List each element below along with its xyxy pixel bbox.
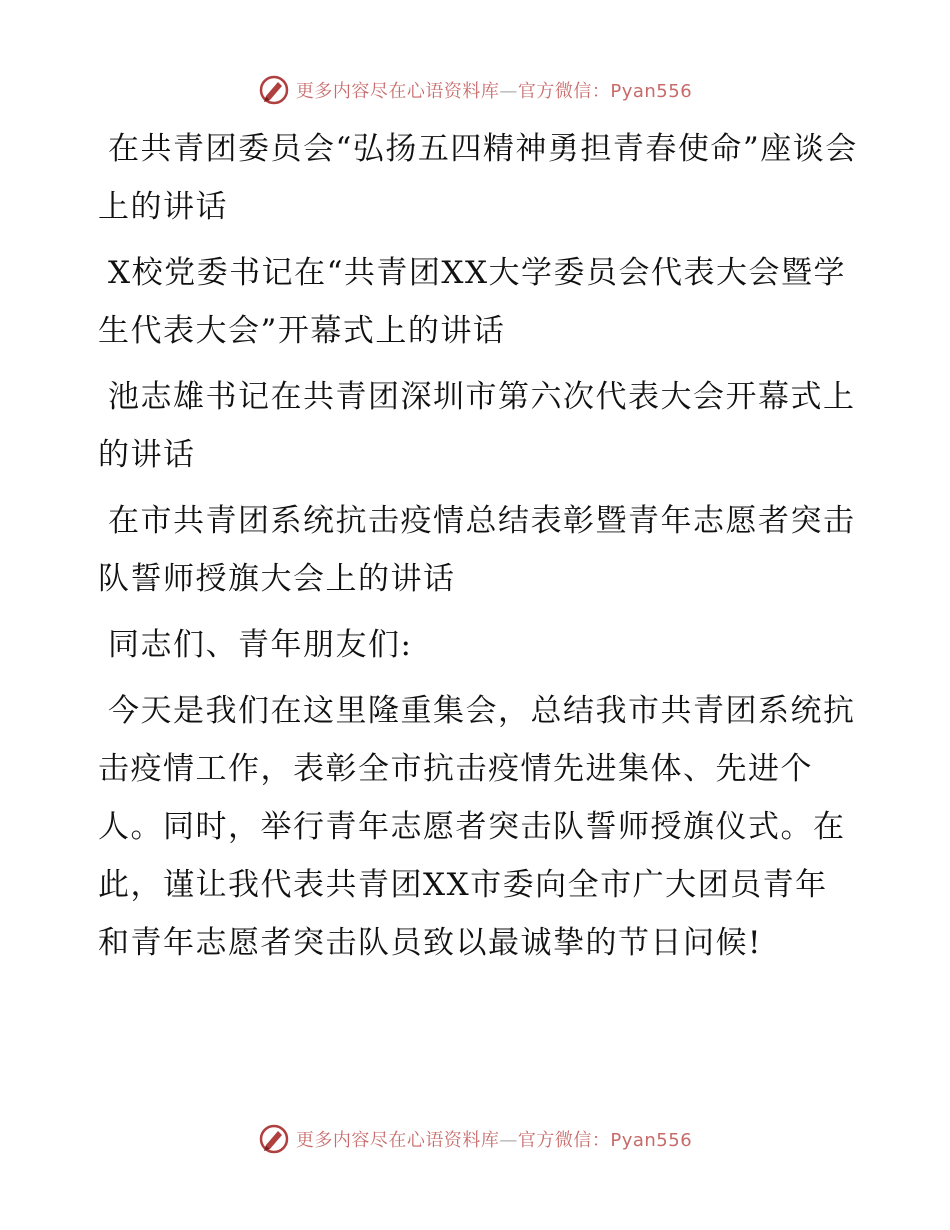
footer-banner	[0, 1119, 950, 1159]
header-banner-right: 官方微信：Pyan556	[517, 81, 693, 102]
footer-banner-right: 官方微信：Pyan556	[517, 1130, 693, 1151]
pen-logo-icon	[258, 74, 290, 106]
pen-logo-icon	[258, 1123, 290, 1155]
footer-banner-left: 更多内容尽在心语资料库	[295, 1130, 500, 1151]
paragraph-title-1: 在共青团委员会“弘扬五四精神勇担青春使命”座谈会上的讲话	[98, 131, 858, 225]
header-banner-text	[296, 77, 692, 103]
paragraph-salutation: 同志们、青年朋友们:	[108, 627, 413, 663]
footer-banner-separator: —	[499, 1130, 518, 1151]
paragraph-title-2: X校党委书记在“共青团XX大学委员会代表大会暨学生代表大会”开幕式上的讲话	[98, 255, 847, 349]
header-banner-separator: —	[499, 81, 518, 102]
header-banner-left: 更多内容尽在心语资料库	[295, 81, 500, 102]
header-banner	[0, 70, 950, 110]
footer-banner-text	[296, 1126, 692, 1152]
paragraph-body: 今天是我们在这里隆重集会，总结我市共青团系统抗击疫情工作，表彰全市抗击疫情先进集体、先进个人。同时，举行青年志愿者突击队誓师授旗仪式。在此，谨让我代表共青团XX市委向全市广大团员青年和青年志愿者突击队员致以最诚挚的节日问候!	[98, 693, 856, 961]
paragraph-title-4: 在市共青团系统抗击疫情总结表彰暨青年志愿者突击队誓师授旗大会上的讲话	[98, 503, 856, 597]
paragraph-title-3: 池志雄书记在共青团深圳市第六次代表大会开幕式上的讲话	[98, 379, 856, 473]
document-body	[98, 120, 858, 980]
